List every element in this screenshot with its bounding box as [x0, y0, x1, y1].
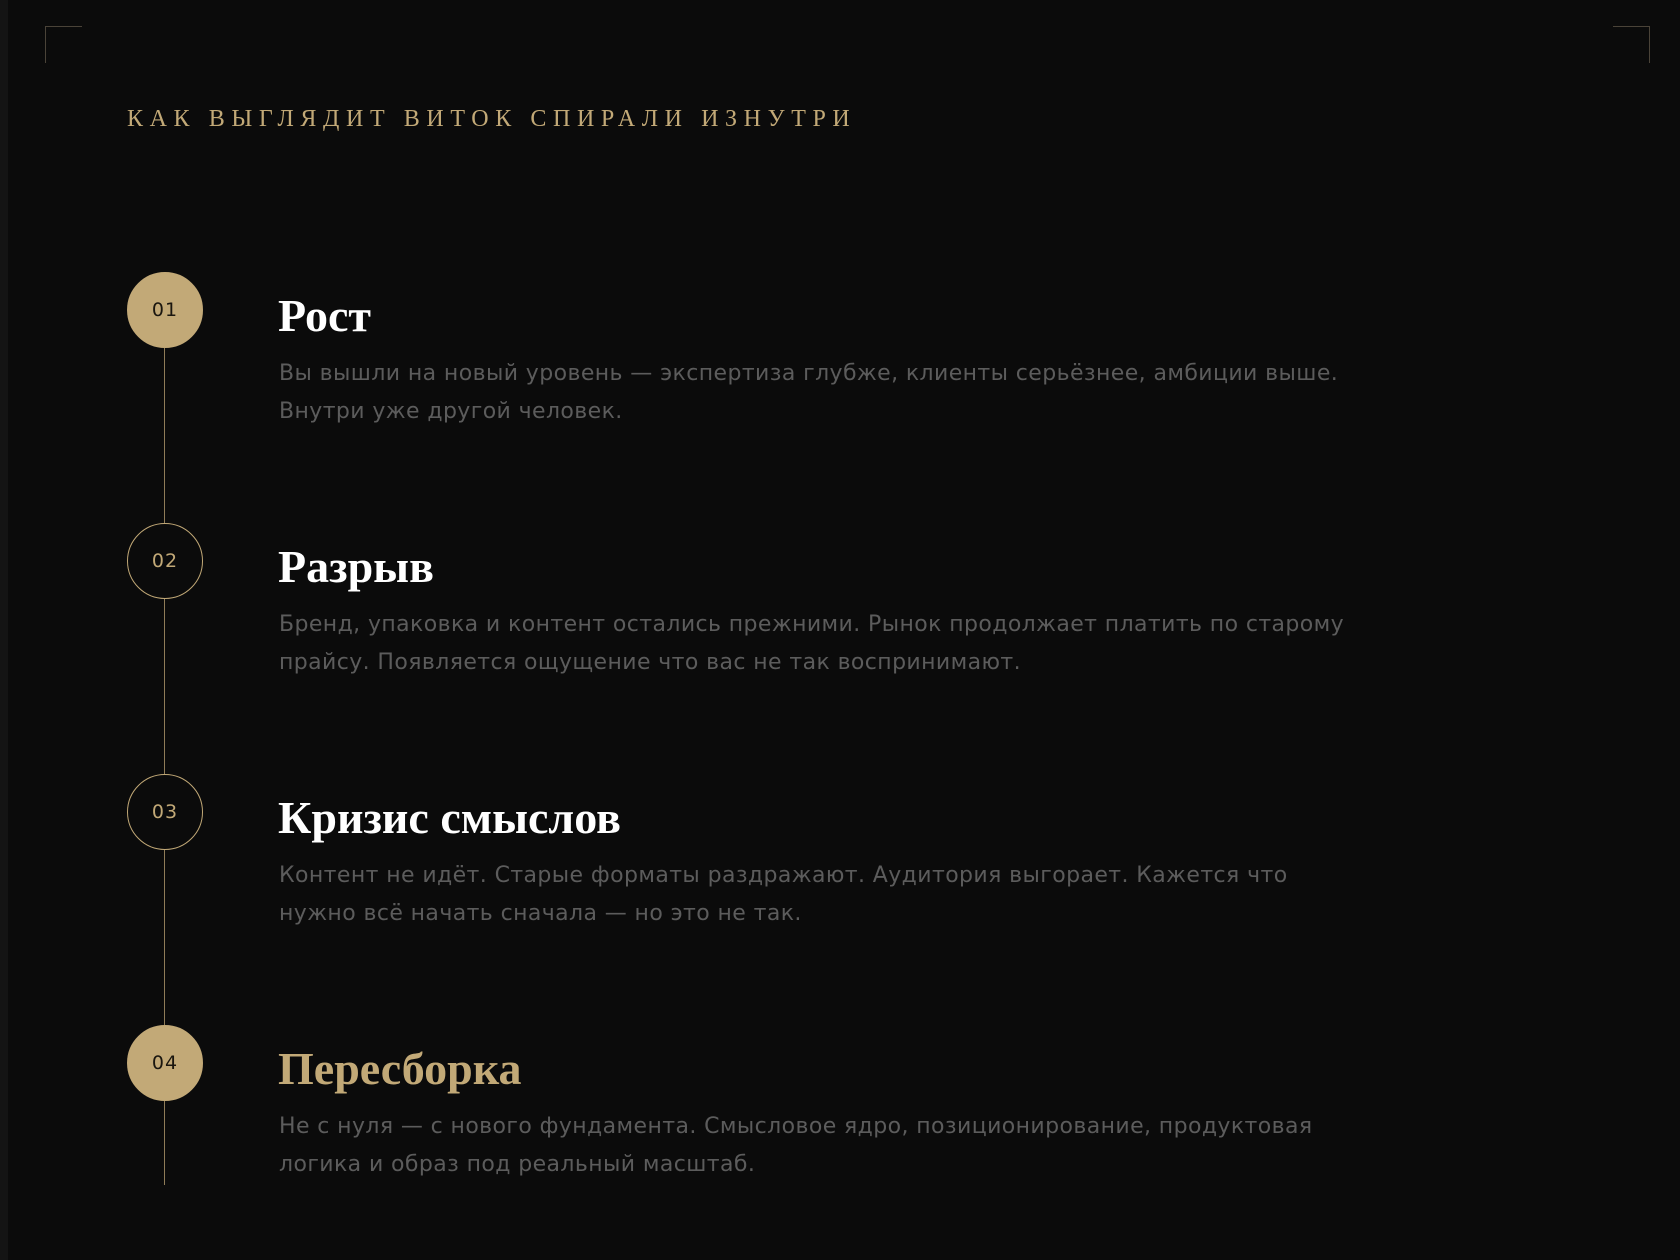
step-description: Контент не идёт. Старые форматы раздражают. Аудитория выгорает. Кажется что нужно всё начать сначала — но это не так. — [279, 863, 1288, 926]
step-description: Не с нуля — с нового фундамента. Смысловое ядро, позиционирование, продуктовая логика и образ под реальный масштаб. — [279, 1114, 1313, 1177]
step-number-badge: 01 — [127, 272, 203, 348]
step-number-badge: 04 — [127, 1025, 203, 1101]
step-description: Бренд, упаковка и контент остались прежними. Рынок продолжает платить по старому прайсу. Появляется ощущение что вас не так воспринимают. — [279, 612, 1345, 675]
step-description: Вы вышли на новый уровень — экспертиза глубже, клиенты серьёзнее, амбиции выше. Внутри уже другой человек. — [279, 361, 1339, 424]
step-number-badge: 02 — [127, 523, 203, 599]
step-title: Разрыв — [278, 541, 434, 592]
step-title: Кризис смыслов — [278, 792, 621, 843]
section-eyebrow: КАК ВЫГЛЯДИТ ВИТОК СПИРАЛИ ИЗНУТРИ — [127, 106, 857, 132]
step-title: Пересборка — [278, 1043, 522, 1094]
timeline-connector — [164, 1101, 165, 1185]
step-number-badge: 03 — [127, 774, 203, 850]
step-title: Рост — [278, 290, 371, 341]
timeline-connector — [164, 599, 165, 774]
timeline-connector — [164, 850, 165, 1025]
timeline-connector — [164, 348, 165, 524]
